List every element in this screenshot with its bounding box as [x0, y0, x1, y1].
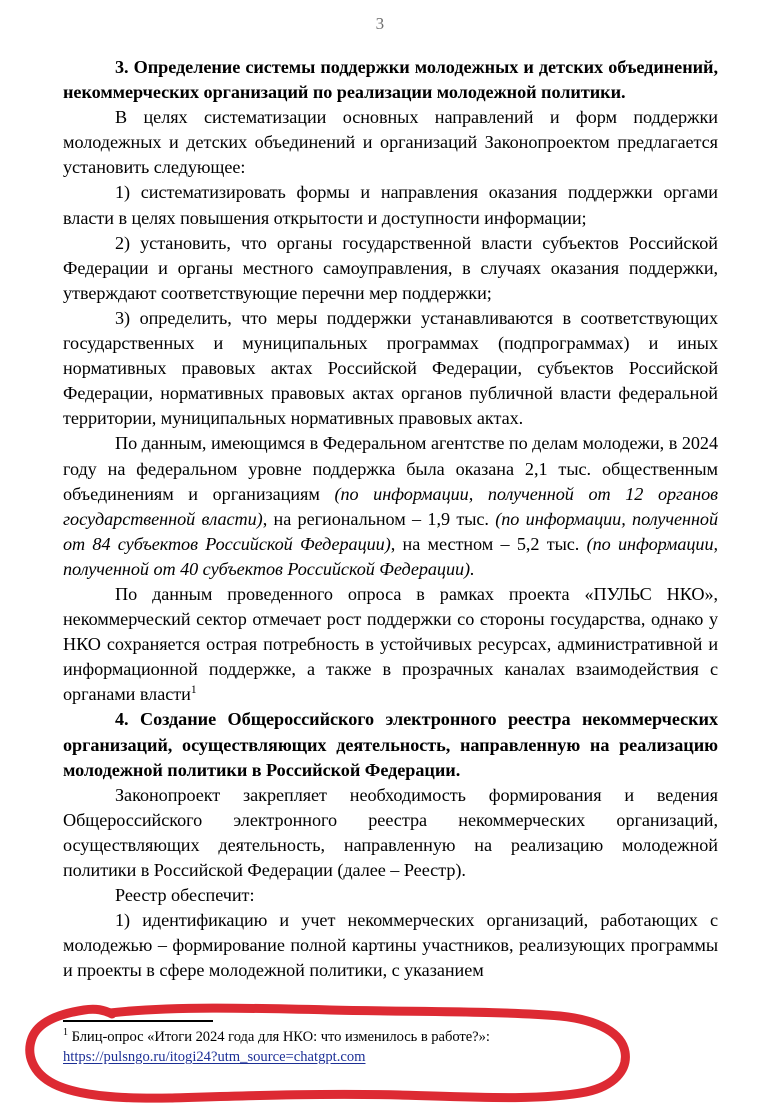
paragraph-pulse-survey — [63, 582, 718, 707]
stats-segment-italic: (по информации, полученной от 84 субъектов Российской Федерации) — [63, 508, 719, 554]
paragraph-registry: Законопроект закрепляет необходимость формирования и ведения Общероссийского электронного реестра некоммерческих организаций, осуществляющих деятельность, направленную на реализацию молодежной политики в Российской Федерации (далее – Реестр). — [63, 784, 718, 880]
footnote-reference-marker[interactable]: 1 — [190, 684, 197, 697]
stats-segment: По данным, имеющимся в Федеральном агентстве по делам молодежи, в 2024 году на федеральном уровне поддержка была оказана 2,1 тыс. общественным объединениям и организациям — [63, 433, 718, 504]
footnote-text — [63, 1028, 718, 1047]
stats-segment: , на региональном – 1,9 тыс. — [262, 508, 496, 529]
registry-list-item-1: 1) идентификацию и учет некоммерческих организаций, работающих с молодежью – формирование полной картины участников, реализующих программы и проекты в сфере молодежной политики, с указанием — [63, 910, 718, 981]
stats-segment-italic: (по информации, полученной от 40 субъектов Российской Федерации). — [63, 533, 719, 579]
footnote-marker: 1 — [63, 1027, 68, 1039]
heading-section-3: 3. Определение системы поддержки молодежных и детских объединений, некоммерческих организаций по реализации молодежной политики. — [63, 57, 718, 103]
stats-segment-italic: (по информации, полученной от 12 органов государственной власти) — [63, 483, 718, 529]
paragraph-statistics — [63, 431, 718, 582]
footnote-url-link[interactable]: https://pulsngo.ru/itogi24?utm_source=chatgpt.com — [63, 1049, 366, 1065]
footnote-block — [63, 1020, 718, 1067]
list-item-2: 2) установить, что органы государственной власти субъектов Российской Федерации и органы местного самоуправления, в случаях оказания поддержки, утверждают соответствующие перечни мер поддержки; — [63, 232, 718, 303]
paragraph-intro: В целях систематизации основных направлений и форм поддержки молодежных и детских объединений и организаций Законопроектом предлагается установить следующее: — [63, 107, 718, 178]
paragraph-registry-lead: Реестр обеспечит: — [115, 885, 255, 906]
page-number: 3 — [375, 14, 385, 33]
heading-section-4: 4. Создание Общероссийского электронного реестра некоммерческих организаций, осуществляющих деятельность, направленную на реализацию молодежной политики в Российской Федерации. — [63, 709, 718, 780]
list-item-1: 1) систематизировать формы и направления оказания поддержки оргами власти в целях повышения открытости и доступности информации; — [63, 182, 718, 228]
list-item-3: 3) определить, что меры поддержки устанавливаются в соответствующих государственных и муниципальных программах (подпрограммах) и иных нормативных правовых актах Российской Федерации, субъектов Российской Федерации, нормативных правовых актах органов публичной власти федеральной территории, муниципальных нормативных правовых актах. — [63, 307, 718, 429]
pulse-text: По данным проведенного опроса в рамках проекта «ПУЛЬС НКО», некоммерческий сектор отмечает рост поддержки со стороны государства, однако у НКО сохраняется острая потребность в устойчивых ресурсах, административной и информационной поддержке, а также в прозрачных каналах взаимодействия с органами власти — [63, 583, 718, 705]
footnote-description: Блиц-опрос «Итоги 2024 года для НКО: что изменилось в работе?»: — [71, 1029, 490, 1045]
document-body — [63, 55, 718, 983]
footnote-separator-rule — [63, 1020, 213, 1022]
stats-segment: , на местном – 5,2 тыс. — [390, 533, 587, 554]
